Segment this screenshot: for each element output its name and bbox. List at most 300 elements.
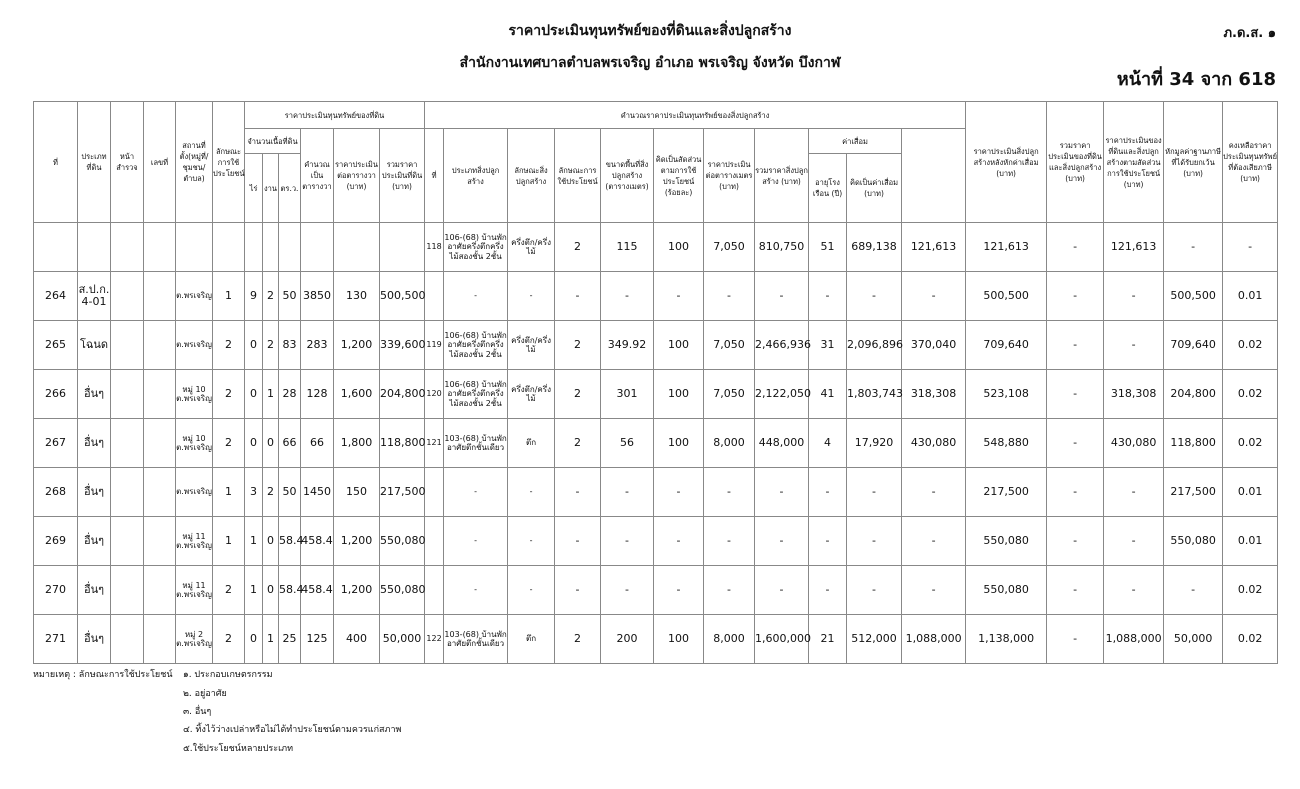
table-cell xyxy=(425,566,444,615)
table-cell: 125 xyxy=(301,615,334,664)
table-cell xyxy=(144,223,176,272)
table-cell: 58.4 xyxy=(279,517,301,566)
table-cell: 2 xyxy=(213,370,245,419)
table-cell: - xyxy=(601,468,654,517)
table-row xyxy=(34,615,1278,664)
table-cell: 709,640 xyxy=(1164,321,1223,370)
table-cell: - xyxy=(1047,419,1104,468)
header-building-total: รวมราคาสิ่งปลูกสร้าง (บาท) xyxy=(755,129,809,223)
table-cell: 339,600 xyxy=(380,321,425,370)
assessment-table xyxy=(33,101,1278,664)
header-exempt: หักมูลค่าฐานภาษีที่ได้รับยกเว้น (บาท) xyxy=(1164,102,1223,223)
form-code: ภ.ด.ส. ๑ xyxy=(1223,26,1276,41)
table-cell: 268 xyxy=(34,468,78,517)
note-item: ๒. อยู่อาศัย xyxy=(183,689,227,699)
table-cell xyxy=(144,517,176,566)
table-cell: - xyxy=(809,566,847,615)
table-cell xyxy=(144,468,176,517)
table-cell: 0 xyxy=(263,566,279,615)
table-cell: 270 xyxy=(34,566,78,615)
table-cell xyxy=(111,566,144,615)
table-cell: 512,000 xyxy=(847,615,902,664)
table-cell: 1 xyxy=(263,615,279,664)
table-cell xyxy=(144,615,176,664)
header-building-type: ประเภทสิ่งปลูกสร้าง xyxy=(444,129,508,223)
report-subtitle: สำนักงานเทศบาลตำบลพรเจริญ อำเภอ พรเจริญ จังหวัด บึงกาฬ xyxy=(459,55,841,71)
header-building-after-dep: ราคาประเมินสิ่งปลูกสร้างหลังหักค่าเสื่อม (บาท) xyxy=(966,102,1047,223)
table-cell: 120 xyxy=(425,370,444,419)
table-cell: 204,800 xyxy=(1164,370,1223,419)
table-cell: 204,800 xyxy=(380,370,425,419)
page-indicator: หน้าที่ 34 จาก 618 xyxy=(1116,69,1276,90)
table-cell: 264 xyxy=(34,272,78,321)
header-depreciation: คิดเป็นค่าเสื่อม (บาท) xyxy=(847,154,902,223)
table-cell: 1 xyxy=(245,517,263,566)
table-cell: อื่นๆ xyxy=(78,370,111,419)
table-cell: โฉนด xyxy=(78,321,111,370)
table-cell: 430,080 xyxy=(902,419,966,468)
table-cell: ครึ่งตึก/ครึ่งไม้ xyxy=(508,223,555,272)
table-cell: - xyxy=(654,272,704,321)
header-land-type: ประเภทที่ดิน xyxy=(78,102,111,223)
table-cell xyxy=(144,370,176,419)
table-cell: 100 xyxy=(654,419,704,468)
table-cell: - xyxy=(508,272,555,321)
table-cell: 1 xyxy=(213,517,245,566)
table-cell: - xyxy=(755,566,809,615)
table-cell: - xyxy=(704,566,755,615)
table-cell: 0.02 xyxy=(1223,615,1278,664)
table-cell xyxy=(34,223,78,272)
table-cell: อื่นๆ xyxy=(78,468,111,517)
table-cell: 150 xyxy=(334,468,380,517)
header-calc-sqw: คำนวณเป็นตารางวา xyxy=(301,129,334,223)
table-cell: อื่นๆ xyxy=(78,517,111,566)
table-cell: 2 xyxy=(213,321,245,370)
table-cell: - xyxy=(809,517,847,566)
table-cell: 0 xyxy=(263,517,279,566)
table-cell: 689,138 xyxy=(847,223,902,272)
table-cell xyxy=(111,468,144,517)
table-cell: - xyxy=(508,517,555,566)
table-cell: 50,000 xyxy=(1164,615,1223,664)
table-cell: 50,000 xyxy=(380,615,425,664)
table-cell: 2 xyxy=(213,566,245,615)
table-cell: หมู่ 2 ต.พรเจริญ xyxy=(176,615,213,664)
table-cell: - xyxy=(1104,468,1164,517)
header-group-land: ราคาประเมินทุนทรัพย์ของที่ดิน xyxy=(245,102,425,129)
table-cell: 8,000 xyxy=(704,615,755,664)
table-cell: 103-(68) บ้านพักอาศัยตึกชั้นเดียว xyxy=(444,615,508,664)
header-land-total: รวมราคาประเมินที่ดิน (บาท) xyxy=(380,129,425,223)
table-cell: ส.ป.ก. 4-01 xyxy=(78,272,111,321)
table-cell: - xyxy=(654,517,704,566)
table-cell: - xyxy=(601,566,654,615)
table-row xyxy=(34,517,1278,566)
table-cell: - xyxy=(555,566,601,615)
table-cell: 500,500 xyxy=(380,272,425,321)
table-cell: 0 xyxy=(263,419,279,468)
table-cell: 119 xyxy=(425,321,444,370)
table-cell: 121,613 xyxy=(902,223,966,272)
table-cell: 51 xyxy=(809,223,847,272)
header-building-pct: คิดเป็นสัดส่วนตามการใช้ประโยชน์ (ร้อยละ) xyxy=(654,129,704,223)
table-cell: 0 xyxy=(245,321,263,370)
table-cell: 1,200 xyxy=(334,321,380,370)
table-cell xyxy=(176,223,213,272)
table-cell: 550,080 xyxy=(380,517,425,566)
table-cell xyxy=(111,370,144,419)
table-cell: 121 xyxy=(425,419,444,468)
table-cell: ต.พรเจริญ xyxy=(176,321,213,370)
table-cell: - xyxy=(601,517,654,566)
header-building-char: ลักษณะสิ่งปลูกสร้าง xyxy=(508,129,555,223)
note-item: ๔. ทิ้งไว้ว่างเปล่าหรือไม่ได้ทำประโยชน์ตามควรแก่สภาพ xyxy=(183,725,402,735)
table-cell: 269 xyxy=(34,517,78,566)
table-cell: 550,080 xyxy=(1164,517,1223,566)
table-cell: 318,308 xyxy=(1104,370,1164,419)
header-location: สถานที่ตั้ง(หมู่ที่/ชุมชน/ตำบล) xyxy=(176,102,213,223)
note-item: ๑. ประกอบเกษตรกรรม xyxy=(183,670,273,680)
table-cell: 7,050 xyxy=(704,223,755,272)
table-cell: 121,613 xyxy=(1104,223,1164,272)
table-cell: - xyxy=(1047,468,1104,517)
table-cell: 548,880 xyxy=(966,419,1047,468)
table-cell: 2 xyxy=(555,370,601,419)
table-cell: หมู่ 11 ต.พรเจริญ xyxy=(176,517,213,566)
table-cell: ครึ่งตึก/ครึ่งไม้ xyxy=(508,321,555,370)
table-cell: - xyxy=(555,468,601,517)
table-cell: 1450 xyxy=(301,468,334,517)
table-row xyxy=(34,370,1278,419)
table-row xyxy=(34,272,1278,321)
table-cell xyxy=(111,321,144,370)
table-cell: 267 xyxy=(34,419,78,468)
table-cell: - xyxy=(508,566,555,615)
table-row xyxy=(34,321,1278,370)
table-cell: 2 xyxy=(263,321,279,370)
table-cell: 550,080 xyxy=(380,566,425,615)
table-cell: - xyxy=(1104,566,1164,615)
table-cell: 100 xyxy=(654,223,704,272)
table-cell: 118,800 xyxy=(380,419,425,468)
table-cell: 217,500 xyxy=(1164,468,1223,517)
table-cell: 1,800 xyxy=(334,419,380,468)
table-cell: - xyxy=(444,566,508,615)
header-price-per-sqw: ราคาประเมินต่อตารางวา (บาท) xyxy=(334,129,380,223)
table-cell: 9 xyxy=(245,272,263,321)
header-ngan: งาน xyxy=(263,154,279,223)
table-cell xyxy=(78,223,111,272)
header-sqw: ตร.ว. xyxy=(279,154,301,223)
table-cell: 1,200 xyxy=(334,517,380,566)
table-cell: - xyxy=(1047,370,1104,419)
table-cell: - xyxy=(755,468,809,517)
table-cell: 50 xyxy=(279,468,301,517)
table-cell: 1,138,000 xyxy=(966,615,1047,664)
table-row xyxy=(34,468,1278,517)
table-cell: - xyxy=(902,272,966,321)
table-cell: - xyxy=(1047,566,1104,615)
table-cell: - xyxy=(1164,223,1223,272)
table-cell: - xyxy=(809,272,847,321)
table-cell: ครึ่งตึก/ครึ่งไม้ xyxy=(508,370,555,419)
table-cell xyxy=(301,223,334,272)
table-cell: 2 xyxy=(555,419,601,468)
table-cell: 0.02 xyxy=(1223,419,1278,468)
note-label: หมายเหตุ : ลักษณะการใช้ประโยชน์ xyxy=(33,670,173,680)
header-remaining: คงเหลือราคาประเมินทุนทรัพย์ที่ต้องเสียภาษี (บาท) xyxy=(1223,102,1278,223)
table-cell: 118 xyxy=(425,223,444,272)
table-cell: - xyxy=(1047,272,1104,321)
table-cell: 7,050 xyxy=(704,321,755,370)
table-cell: 2 xyxy=(213,615,245,664)
header-land-use: ลักษณะการใช้ประโยชน์ xyxy=(213,102,245,223)
table-cell: 810,750 xyxy=(755,223,809,272)
table-cell xyxy=(425,272,444,321)
table-cell: 448,000 xyxy=(755,419,809,468)
header-grand-total: รวมราคาประเมินของที่ดินและสิ่งปลูกสร้าง (บาท) xyxy=(1047,102,1104,223)
header-group-building: คำนวณราคาประเมินทุนทรัพย์ของสิ่งปลูกสร้าง xyxy=(425,102,966,129)
table-cell: 118,800 xyxy=(1164,419,1223,468)
table-cell: - xyxy=(1104,517,1164,566)
table-cell: 550,080 xyxy=(966,517,1047,566)
table-cell: 301 xyxy=(601,370,654,419)
table-cell: 41 xyxy=(809,370,847,419)
table-cell: 283 xyxy=(301,321,334,370)
table-cell: - xyxy=(1104,272,1164,321)
table-cell xyxy=(245,223,263,272)
table-cell: 0.02 xyxy=(1223,566,1278,615)
table-cell xyxy=(380,223,425,272)
table-cell: 2,122,050 xyxy=(755,370,809,419)
table-cell: 122 xyxy=(425,615,444,664)
table-cell: - xyxy=(755,272,809,321)
table-cell: ตึก xyxy=(508,615,555,664)
table-cell: - xyxy=(809,468,847,517)
table-cell: 500,500 xyxy=(966,272,1047,321)
table-cell: 318,308 xyxy=(902,370,966,419)
table-cell xyxy=(111,517,144,566)
table-cell: - xyxy=(555,272,601,321)
table-cell: - xyxy=(1223,223,1278,272)
table-cell xyxy=(213,223,245,272)
table-cell: 106-(68) บ้านพักอาศัยครึ่งตึกครึ่งไม้สองชั้น 2ชั้น xyxy=(444,370,508,419)
table-cell: 31 xyxy=(809,321,847,370)
table-cell: - xyxy=(847,272,902,321)
table-cell: ต.พรเจริญ xyxy=(176,272,213,321)
table-cell: 217,500 xyxy=(966,468,1047,517)
table-cell: 1,200 xyxy=(334,566,380,615)
table-cell xyxy=(144,566,176,615)
table-cell: 21 xyxy=(809,615,847,664)
table-cell: 266 xyxy=(34,370,78,419)
note-item: ๓. อื่นๆ xyxy=(183,707,212,717)
table-cell: 25 xyxy=(279,615,301,664)
header-group-area: จำนวนเนื้อที่ดิน xyxy=(245,129,301,154)
table-cell: 1,600,000 xyxy=(755,615,809,664)
table-cell: 500,500 xyxy=(1164,272,1223,321)
table-cell: 0.01 xyxy=(1223,272,1278,321)
table-cell: 1 xyxy=(213,468,245,517)
table-cell: 2 xyxy=(555,615,601,664)
table-cell: อื่นๆ xyxy=(78,419,111,468)
table-cell: 458.4 xyxy=(301,566,334,615)
table-cell: 0.02 xyxy=(1223,370,1278,419)
table-cell: 100 xyxy=(654,370,704,419)
table-cell: 0.01 xyxy=(1223,468,1278,517)
table-cell xyxy=(334,223,380,272)
header-group-depreciation: ค่าเสื่อม xyxy=(809,129,902,154)
table-cell: ต.พรเจริญ xyxy=(176,468,213,517)
table-cell: หมู่ 10 ต.พรเจริญ xyxy=(176,370,213,419)
table-cell: อื่นๆ xyxy=(78,566,111,615)
table-cell: 217,500 xyxy=(380,468,425,517)
table-cell xyxy=(111,272,144,321)
table-cell: - xyxy=(1047,223,1104,272)
table-cell: - xyxy=(847,468,902,517)
table-cell xyxy=(425,468,444,517)
table-cell: 1 xyxy=(245,566,263,615)
table-cell: หมู่ 10 ต.พรเจริญ xyxy=(176,419,213,468)
table-cell: 66 xyxy=(279,419,301,468)
table-cell: 103-(68) บ้านพักอาศัยตึกชั้นเดียว xyxy=(444,419,508,468)
table-cell: 458.4 xyxy=(301,517,334,566)
table-cell: 271 xyxy=(34,615,78,664)
table-cell: อื่นๆ xyxy=(78,615,111,664)
table-cell: 83 xyxy=(279,321,301,370)
table-cell: 56 xyxy=(601,419,654,468)
table-cell: 400 xyxy=(334,615,380,664)
table-cell: 265 xyxy=(34,321,78,370)
table-cell: - xyxy=(902,468,966,517)
header-building-age: อายุโรงเรือน (ปี) xyxy=(809,154,847,223)
table-cell: 1,088,000 xyxy=(1104,615,1164,664)
table-cell: 121,613 xyxy=(966,223,1047,272)
table-cell: 430,080 xyxy=(1104,419,1164,468)
table-cell: 1 xyxy=(213,272,245,321)
table-cell: - xyxy=(847,566,902,615)
table-cell: 2 xyxy=(263,272,279,321)
table-cell: 1,600 xyxy=(334,370,380,419)
table-cell xyxy=(144,272,176,321)
table-cell: - xyxy=(755,517,809,566)
table-cell xyxy=(111,419,144,468)
table-cell: 4 xyxy=(809,419,847,468)
header-portion: ราคาประเมินของที่ดินและสิ่งปลูกสร้างตามสัดส่วนการใช้ประโยชน์ (บาท) xyxy=(1104,102,1164,223)
table-cell: - xyxy=(444,517,508,566)
table-cell: - xyxy=(704,468,755,517)
table-cell: 349.92 xyxy=(601,321,654,370)
table-cell xyxy=(111,615,144,664)
table-cell: - xyxy=(555,517,601,566)
table-cell: - xyxy=(444,272,508,321)
table-cell: 17,920 xyxy=(847,419,902,468)
table-cell: หมู่ 11 ต.พรเจริญ xyxy=(176,566,213,615)
header-building-use: ลักษณะการใช้ประโยชน์ xyxy=(555,129,601,223)
header-building-area: ขนาดพื้นที่สิ่งปลูกสร้าง (ตารางเมตร) xyxy=(601,129,654,223)
table-cell: 2,466,936 xyxy=(755,321,809,370)
header-no: ที่ xyxy=(34,102,78,223)
table-cell: - xyxy=(444,468,508,517)
table-cell: 2 xyxy=(213,419,245,468)
table-cell: 0 xyxy=(245,370,263,419)
table-cell: 0.01 xyxy=(1223,517,1278,566)
table-cell: 3 xyxy=(245,468,263,517)
table-cell: 115 xyxy=(601,223,654,272)
table-cell: 130 xyxy=(334,272,380,321)
table-cell: - xyxy=(1047,615,1104,664)
table-cell: - xyxy=(654,566,704,615)
table-cell: 100 xyxy=(654,321,704,370)
table-cell: - xyxy=(1164,566,1223,615)
table-cell: - xyxy=(1047,321,1104,370)
table-row xyxy=(34,419,1278,468)
table-cell: 1,088,000 xyxy=(902,615,966,664)
table-cell: 128 xyxy=(301,370,334,419)
table-cell: 370,040 xyxy=(902,321,966,370)
table-cell: 100 xyxy=(654,615,704,664)
table-cell: 709,640 xyxy=(966,321,1047,370)
table-cell: 50 xyxy=(279,272,301,321)
header-doc-no: เลขที่ xyxy=(144,102,176,223)
table-cell: 0.02 xyxy=(1223,321,1278,370)
table-cell: - xyxy=(902,566,966,615)
table-cell: - xyxy=(654,468,704,517)
table-cell: - xyxy=(1104,321,1164,370)
header-survey-page: หน้าสำรวจ xyxy=(111,102,144,223)
table-cell: 0 xyxy=(245,419,263,468)
table-cell xyxy=(279,223,301,272)
table-cell: 106-(68) บ้านพักอาศัยครึ่งตึกครึ่งไม้สองชั้น 2ชั้น xyxy=(444,223,508,272)
report-title: ราคาประเมินทุนทรัพย์ของที่ดินและสิ่งปลูกสร้าง xyxy=(508,23,792,39)
header-building-price: ราคาประเมินต่อตารางเมตร (บาท) xyxy=(704,129,755,223)
table-cell: 200 xyxy=(601,615,654,664)
header-rai: ไร่ xyxy=(245,154,263,223)
table-cell: 58.4 xyxy=(279,566,301,615)
table-cell: ตึก xyxy=(508,419,555,468)
table-cell: - xyxy=(1047,517,1104,566)
table-cell: 106-(68) บ้านพักอาศัยครึ่งตึกครึ่งไม้สองชั้น 2ชั้น xyxy=(444,321,508,370)
table-cell: 28 xyxy=(279,370,301,419)
table-cell xyxy=(144,321,176,370)
table-cell: - xyxy=(601,272,654,321)
table-cell: - xyxy=(704,272,755,321)
table-cell: 7,050 xyxy=(704,370,755,419)
table-cell: 523,108 xyxy=(966,370,1047,419)
table-cell: 2,096,896 xyxy=(847,321,902,370)
table-cell: 1,803,743 xyxy=(847,370,902,419)
table-cell: 1 xyxy=(263,370,279,419)
table-cell: 8,000 xyxy=(704,419,755,468)
table-row xyxy=(34,566,1278,615)
table-cell: 550,080 xyxy=(966,566,1047,615)
table-cell: 66 xyxy=(301,419,334,468)
table-cell xyxy=(111,223,144,272)
table-cell: 0 xyxy=(245,615,263,664)
table-cell: 2 xyxy=(555,223,601,272)
table-cell xyxy=(263,223,279,272)
table-cell xyxy=(144,419,176,468)
table-cell: 2 xyxy=(263,468,279,517)
note-item: ๕.ใช้ประโยชน์หลายประเภท xyxy=(183,744,294,754)
table-cell: 2 xyxy=(555,321,601,370)
table-cell: - xyxy=(847,517,902,566)
table-row xyxy=(34,223,1278,272)
header-building-no: ที่ xyxy=(425,129,444,223)
table-cell: 3850 xyxy=(301,272,334,321)
table-cell: - xyxy=(704,517,755,566)
